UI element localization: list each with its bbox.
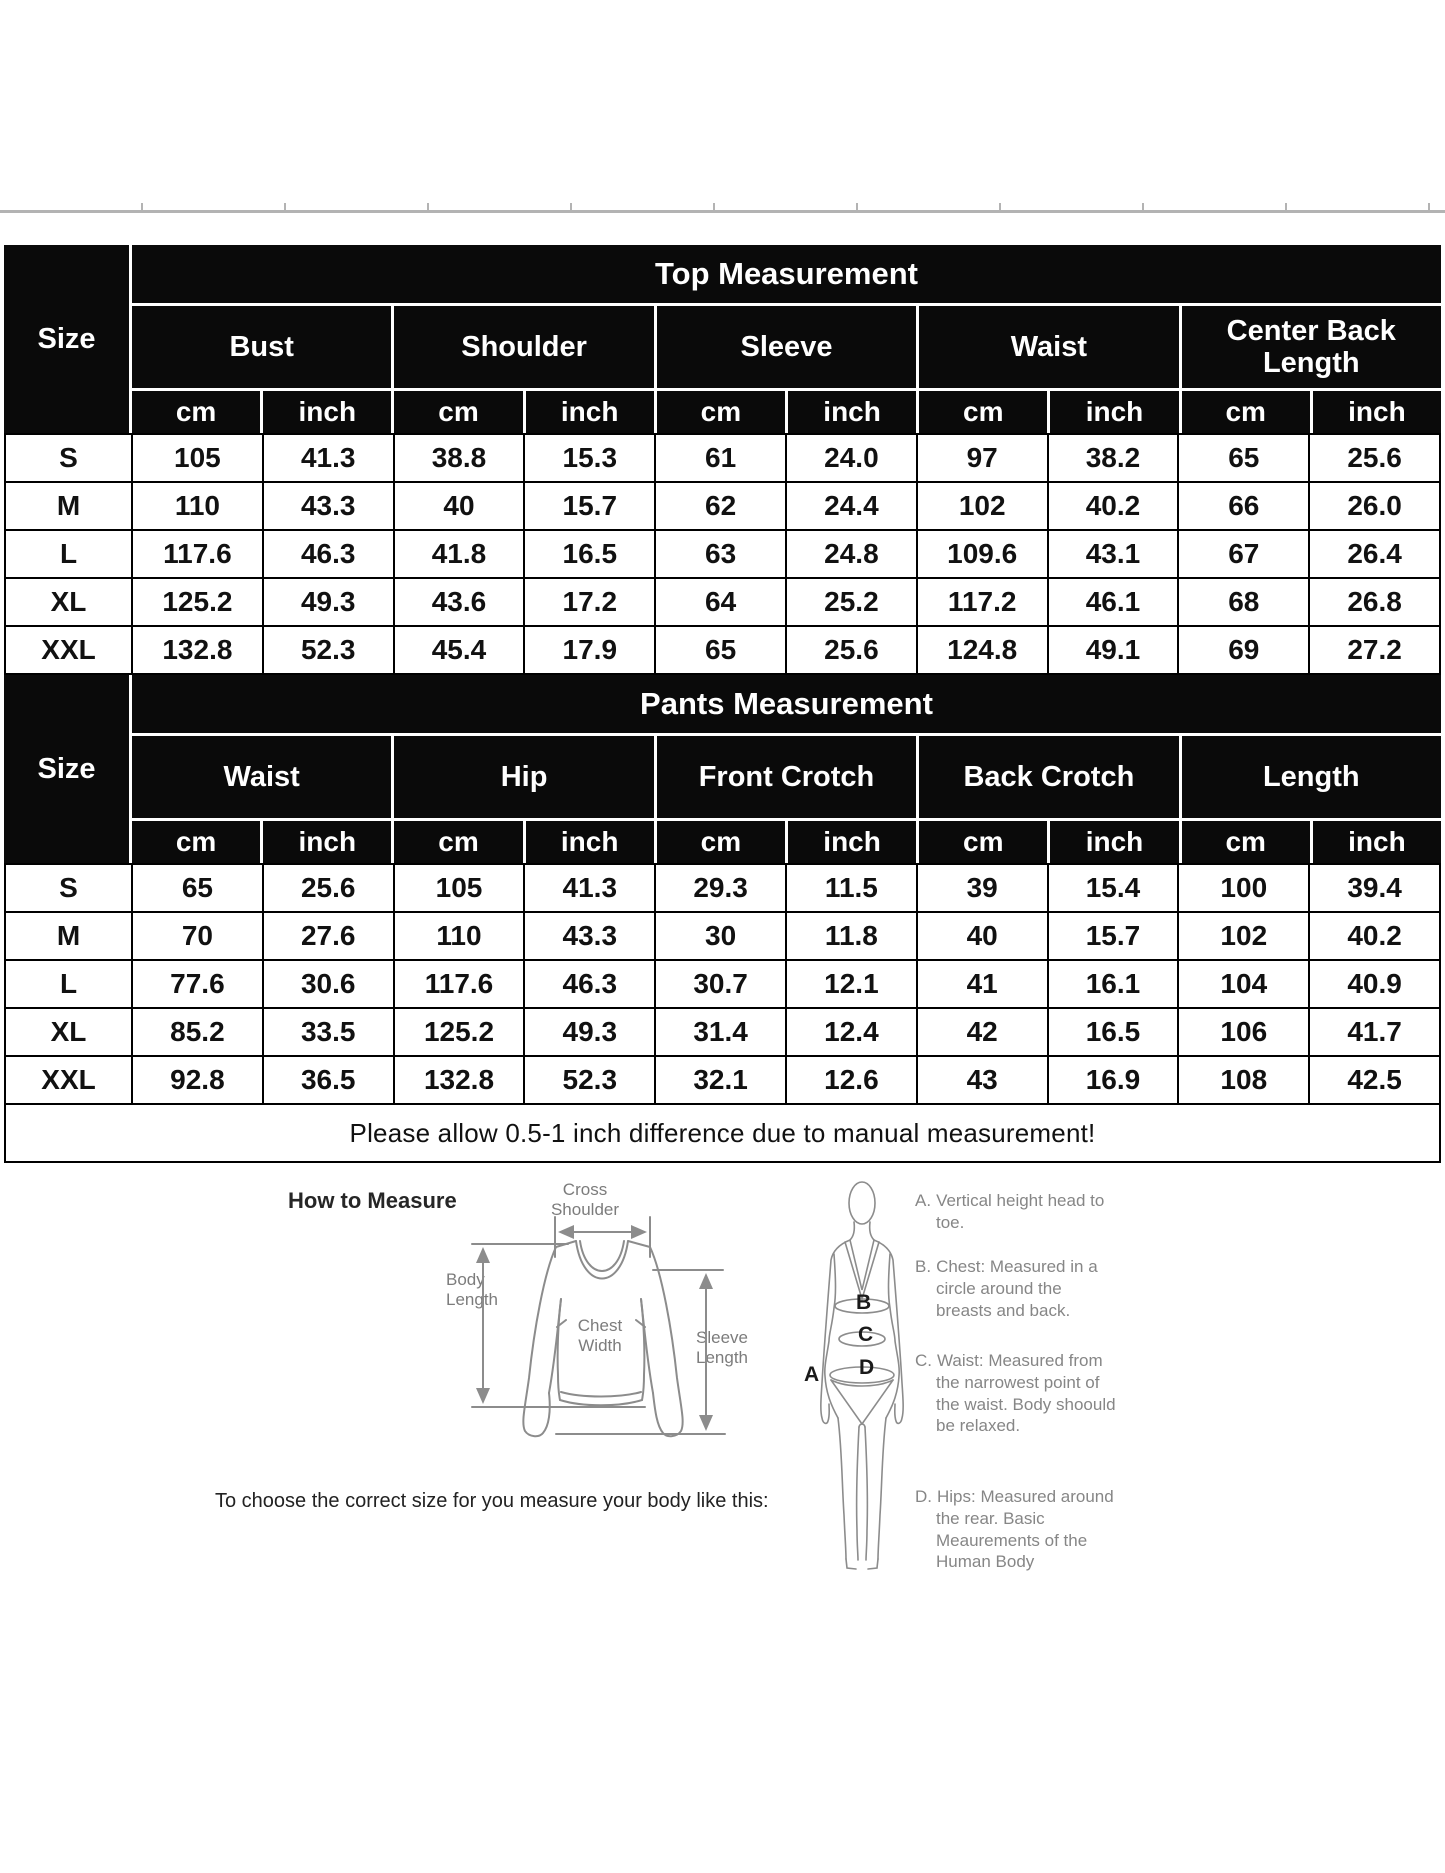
value-cell: 40.2 bbox=[1049, 483, 1178, 529]
instruction-item-b bbox=[915, 1256, 1118, 1321]
value-cell: 43.6 bbox=[395, 579, 524, 625]
value-cell: 102 bbox=[1179, 913, 1308, 959]
column-header-back-crotch: Back Crotch bbox=[919, 736, 1178, 818]
value-cell: 125.2 bbox=[395, 1009, 524, 1055]
instruction-item-c bbox=[915, 1350, 1118, 1437]
size-cell: L bbox=[6, 531, 131, 577]
unit-header-inch: inch bbox=[526, 391, 654, 433]
unit-header-inch: inch bbox=[263, 391, 391, 433]
value-cell: 15.4 bbox=[1049, 865, 1178, 911]
size-cell: S bbox=[6, 865, 131, 911]
value-cell: 132.8 bbox=[395, 1057, 524, 1103]
value-cell: 105 bbox=[395, 865, 524, 911]
instruction-text: Vertical height head to toe. bbox=[936, 1191, 1105, 1232]
unit-header-cm: cm bbox=[1182, 391, 1310, 433]
value-cell: 42.5 bbox=[1310, 1057, 1439, 1103]
size-cell: XXL bbox=[6, 1057, 131, 1103]
value-cell: 40.2 bbox=[1310, 913, 1439, 959]
instruction-text: Waist: Measured from the narrowest point of the waist. Body shoould be relaxed. bbox=[936, 1351, 1116, 1436]
value-cell: 25.2 bbox=[787, 579, 916, 625]
value-cell: 110 bbox=[395, 913, 524, 959]
value-cell: 30.7 bbox=[656, 961, 785, 1007]
body-length-label: Body Length bbox=[446, 1270, 498, 1310]
value-cell: 27.2 bbox=[1310, 627, 1439, 673]
value-cell: 25.6 bbox=[1310, 435, 1439, 481]
value-cell: 24.0 bbox=[787, 435, 916, 481]
value-cell: 132.8 bbox=[133, 627, 262, 673]
value-cell: 97 bbox=[918, 435, 1047, 481]
value-cell: 61 bbox=[656, 435, 785, 481]
value-cell: 41.7 bbox=[1310, 1009, 1439, 1055]
value-cell: 17.2 bbox=[525, 579, 654, 625]
value-cell: 15.7 bbox=[1049, 913, 1178, 959]
instruction-label: D. bbox=[915, 1487, 932, 1506]
value-cell: 26.4 bbox=[1310, 531, 1439, 577]
column-header-sleeve: Sleeve bbox=[657, 306, 916, 388]
sleeve-length-label: Sleeve Length bbox=[696, 1328, 748, 1368]
spreadsheet-edge-strip bbox=[0, 203, 1445, 213]
value-cell: 104 bbox=[1179, 961, 1308, 1007]
unit-header-cm: cm bbox=[1182, 821, 1310, 863]
value-cell: 40 bbox=[395, 483, 524, 529]
value-cell: 30.6 bbox=[264, 961, 393, 1007]
value-cell: 43.3 bbox=[264, 483, 393, 529]
unit-header-inch: inch bbox=[1050, 821, 1178, 863]
value-cell: 102 bbox=[918, 483, 1047, 529]
column-header-shoulder: Shoulder bbox=[394, 306, 653, 388]
top-table-header bbox=[4, 245, 1441, 433]
unit-header-cm: cm bbox=[657, 391, 785, 433]
value-cell: 36.5 bbox=[264, 1057, 393, 1103]
figure-label-c: C bbox=[858, 1323, 874, 1346]
top-size-header: Size bbox=[4, 245, 129, 433]
value-cell: 16.5 bbox=[1049, 1009, 1178, 1055]
unit-header-cm: cm bbox=[657, 821, 785, 863]
shirt-diagram bbox=[440, 1215, 760, 1445]
value-cell: 30 bbox=[656, 913, 785, 959]
unit-header-inch: inch bbox=[1313, 821, 1441, 863]
column-header-center-back-length: Center Back Length bbox=[1182, 306, 1441, 388]
value-cell: 65 bbox=[656, 627, 785, 673]
value-cell: 31.4 bbox=[656, 1009, 785, 1055]
value-cell: 65 bbox=[133, 865, 262, 911]
value-cell: 52.3 bbox=[264, 627, 393, 673]
unit-header-inch: inch bbox=[526, 821, 654, 863]
size-cell: L bbox=[6, 961, 131, 1007]
instruction-label: B. bbox=[915, 1257, 932, 1276]
column-header-length: Length bbox=[1182, 736, 1441, 818]
value-cell: 62 bbox=[656, 483, 785, 529]
unit-header-inch: inch bbox=[788, 821, 916, 863]
value-cell: 92.8 bbox=[133, 1057, 262, 1103]
value-cell: 66 bbox=[1179, 483, 1308, 529]
value-cell: 26.0 bbox=[1310, 483, 1439, 529]
value-cell: 69 bbox=[1179, 627, 1308, 673]
value-cell: 41 bbox=[918, 961, 1047, 1007]
unit-header-cm: cm bbox=[132, 821, 260, 863]
value-cell: 49.3 bbox=[525, 1009, 654, 1055]
value-cell: 38.8 bbox=[395, 435, 524, 481]
top-table-title: Top Measurement bbox=[132, 245, 1441, 303]
value-cell: 40.9 bbox=[1310, 961, 1439, 1007]
value-cell: 42 bbox=[918, 1009, 1047, 1055]
value-cell: 27.6 bbox=[264, 913, 393, 959]
unit-header-inch: inch bbox=[788, 391, 916, 433]
value-cell: 32.1 bbox=[656, 1057, 785, 1103]
guide-heading: How to Measure bbox=[288, 1188, 457, 1213]
value-cell: 46.3 bbox=[525, 961, 654, 1007]
column-header-front-crotch: Front Crotch bbox=[657, 736, 916, 818]
value-cell: 117.6 bbox=[133, 531, 262, 577]
value-cell: 24.8 bbox=[787, 531, 916, 577]
value-cell: 41.3 bbox=[264, 435, 393, 481]
value-cell: 15.7 bbox=[525, 483, 654, 529]
unit-header-cm: cm bbox=[394, 821, 522, 863]
column-header-bust: Bust bbox=[132, 306, 391, 388]
value-cell: 63 bbox=[656, 531, 785, 577]
value-cell: 41.3 bbox=[525, 865, 654, 911]
top-table-body bbox=[4, 433, 1441, 675]
value-cell: 49.3 bbox=[264, 579, 393, 625]
value-cell: 124.8 bbox=[918, 627, 1047, 673]
pants-table-header bbox=[4, 675, 1441, 863]
value-cell: 12.1 bbox=[787, 961, 916, 1007]
how-to-measure-section bbox=[0, 1170, 1445, 1870]
figure-label-a: A bbox=[804, 1363, 820, 1386]
value-cell: 85.2 bbox=[133, 1009, 262, 1055]
figure-label-d: D bbox=[859, 1356, 875, 1379]
value-cell: 39 bbox=[918, 865, 1047, 911]
unit-header-inch: inch bbox=[1050, 391, 1178, 433]
value-cell: 49.1 bbox=[1049, 627, 1178, 673]
value-cell: 16.5 bbox=[525, 531, 654, 577]
value-cell: 11.8 bbox=[787, 913, 916, 959]
value-cell: 109.6 bbox=[918, 531, 1047, 577]
value-cell: 65 bbox=[1179, 435, 1308, 481]
instruction-label: C. bbox=[915, 1351, 932, 1370]
value-cell: 45.4 bbox=[395, 627, 524, 673]
instruction-text: Chest: Measured in a circle around the breasts and back. bbox=[936, 1257, 1098, 1320]
value-cell: 68 bbox=[1179, 579, 1308, 625]
value-cell: 16.9 bbox=[1049, 1057, 1178, 1103]
value-cell: 46.3 bbox=[264, 531, 393, 577]
value-cell: 17.9 bbox=[525, 627, 654, 673]
value-cell: 11.5 bbox=[787, 865, 916, 911]
figure-label-b: B bbox=[856, 1291, 872, 1314]
value-cell: 43.1 bbox=[1049, 531, 1178, 577]
value-cell: 117.2 bbox=[918, 579, 1047, 625]
value-cell: 105 bbox=[133, 435, 262, 481]
instruction-item-a bbox=[915, 1190, 1118, 1234]
value-cell: 26.8 bbox=[1310, 579, 1439, 625]
value-cell: 12.4 bbox=[787, 1009, 916, 1055]
column-header-hip: Hip bbox=[394, 736, 653, 818]
value-cell: 24.4 bbox=[787, 483, 916, 529]
column-header-waist: Waist bbox=[132, 736, 391, 818]
unit-header-cm: cm bbox=[919, 391, 1047, 433]
value-cell: 64 bbox=[656, 579, 785, 625]
unit-header-cm: cm bbox=[919, 821, 1047, 863]
value-cell: 25.6 bbox=[787, 627, 916, 673]
instruction-label: A. bbox=[915, 1191, 932, 1210]
value-cell: 46.1 bbox=[1049, 579, 1178, 625]
value-cell: 52.3 bbox=[525, 1057, 654, 1103]
value-cell: 41.8 bbox=[395, 531, 524, 577]
value-cell: 25.6 bbox=[264, 865, 393, 911]
value-cell: 38.2 bbox=[1049, 435, 1178, 481]
cross-shoulder-label: Cross Shoulder bbox=[550, 1180, 620, 1220]
measure-footer-text: To choose the correct size for you measure your body like this: bbox=[215, 1490, 769, 1512]
value-cell: 16.1 bbox=[1049, 961, 1178, 1007]
pants-table-body bbox=[4, 863, 1441, 1163]
pants-size-header: Size bbox=[4, 675, 129, 863]
instruction-text: Hips: Measured around the rear. Basic Meaurements of the Human Body bbox=[936, 1487, 1114, 1572]
size-cell: XXL bbox=[6, 627, 131, 673]
note-cell: Please allow 0.5-1 inch difference due to manual measurement! bbox=[6, 1105, 1439, 1161]
size-chart bbox=[4, 245, 1441, 1163]
value-cell: 100 bbox=[1179, 865, 1308, 911]
unit-header-cm: cm bbox=[394, 391, 522, 433]
value-cell: 12.6 bbox=[787, 1057, 916, 1103]
pants-table-title: Pants Measurement bbox=[132, 675, 1441, 733]
value-cell: 106 bbox=[1179, 1009, 1308, 1055]
size-cell: XL bbox=[6, 1009, 131, 1055]
value-cell: 108 bbox=[1179, 1057, 1308, 1103]
size-cell: M bbox=[6, 483, 131, 529]
chest-width-label: Chest Width bbox=[577, 1316, 623, 1356]
value-cell: 15.3 bbox=[525, 435, 654, 481]
value-cell: 117.6 bbox=[395, 961, 524, 1007]
value-cell: 125.2 bbox=[133, 579, 262, 625]
column-header-waist: Waist bbox=[919, 306, 1178, 388]
size-cell: M bbox=[6, 913, 131, 959]
size-cell: XL bbox=[6, 579, 131, 625]
value-cell: 110 bbox=[133, 483, 262, 529]
instruction-item-d bbox=[915, 1486, 1118, 1573]
unit-header-cm: cm bbox=[132, 391, 260, 433]
size-cell: S bbox=[6, 435, 131, 481]
value-cell: 77.6 bbox=[133, 961, 262, 1007]
value-cell: 70 bbox=[133, 913, 262, 959]
value-cell: 39.4 bbox=[1310, 865, 1439, 911]
value-cell: 43.3 bbox=[525, 913, 654, 959]
value-cell: 33.5 bbox=[264, 1009, 393, 1055]
value-cell: 29.3 bbox=[656, 865, 785, 911]
value-cell: 43 bbox=[918, 1057, 1047, 1103]
unit-header-inch: inch bbox=[1313, 391, 1441, 433]
unit-header-inch: inch bbox=[263, 821, 391, 863]
value-cell: 67 bbox=[1179, 531, 1308, 577]
value-cell: 40 bbox=[918, 913, 1047, 959]
